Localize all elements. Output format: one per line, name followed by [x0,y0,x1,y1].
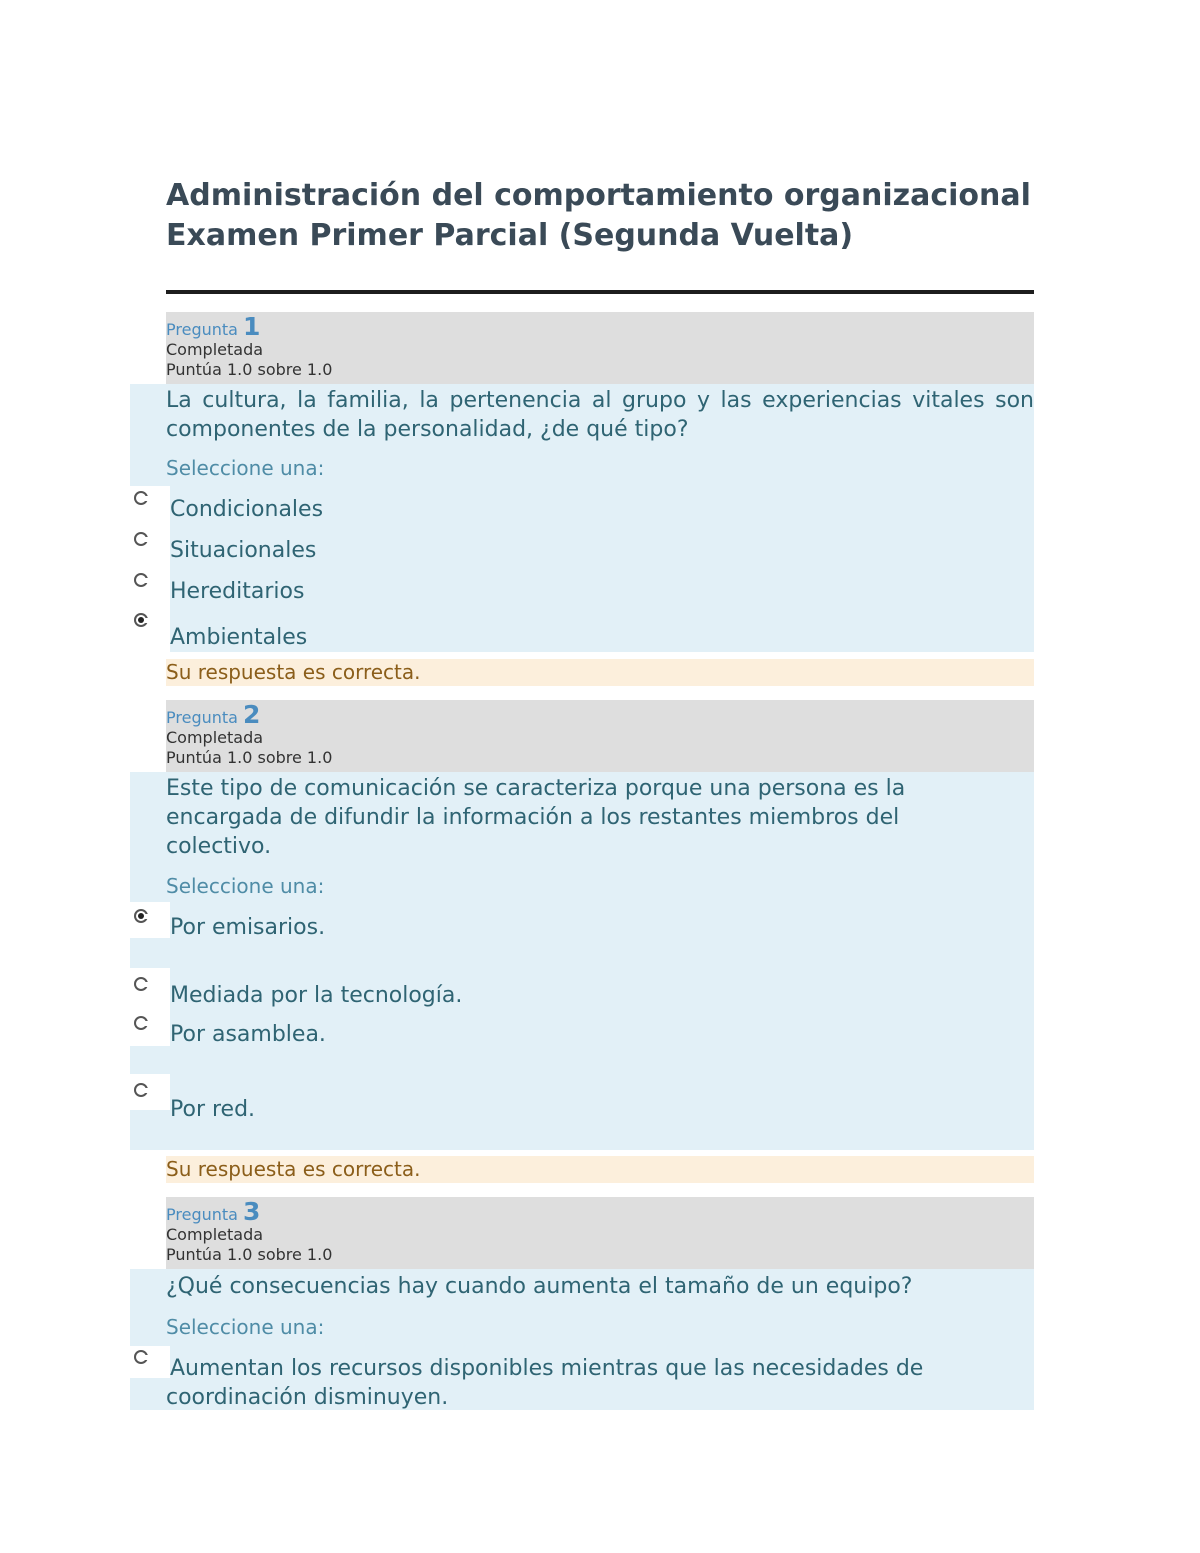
feedback-correct: Su respuesta es correcta. [166,659,1034,686]
question-grade: Puntúa 1.0 sobre 1.0 [166,360,333,379]
selected-dot [138,913,144,919]
radio-button-selected[interactable] [134,909,148,923]
select-prompt: Seleccione una: [166,1315,325,1339]
option-label[interactable]: Ambientales [170,625,308,650]
radio-button[interactable] [134,491,148,505]
question-number-value: 1 [243,312,261,341]
question-3-header [166,1197,1034,1269]
radio-button[interactable] [134,1016,148,1030]
question-label: Pregunta [166,1205,238,1224]
select-prompt: Seleccione una: [166,456,325,480]
radio-button[interactable] [134,1350,148,1364]
radio-column [130,486,170,652]
question-number-value: 3 [243,1197,261,1226]
question-text: Este tipo de comunicación se caracteriza porque una persona es la encargada de difundir la información a los restantes miembros del colectivo. [166,776,906,859]
radio-button[interactable] [134,573,148,587]
question-grade: Puntúa 1.0 sobre 1.0 [166,1245,333,1264]
question-state: Completada [166,1225,264,1244]
radio-button[interactable] [134,1083,148,1097]
question-label: Pregunta [166,320,238,339]
question-1-header [166,312,1034,384]
feedback-correct: Su respuesta es correcta. [166,1156,1034,1183]
radio-button[interactable] [134,977,148,991]
option-label[interactable]: Aumentan los recursos disponibles mientras que las necesidades de coordinación disminuyen. [166,1356,924,1410]
question-grade: Puntúa 1.0 sobre 1.0 [166,748,333,767]
question-state: Completada [166,340,264,359]
question-number [166,314,1034,340]
option-label[interactable]: Por asamblea. [170,1022,326,1047]
option-label[interactable]: Situacionales [170,538,317,563]
radio-button[interactable] [134,532,148,546]
question-text: ¿Qué consecuencias hay cuando aumenta el tamaño de un equipo? [166,1274,913,1299]
option-label[interactable]: Condicionales [170,497,324,522]
radio-button-selected[interactable] [134,613,148,627]
question-number-value: 2 [243,700,261,729]
title-divider [166,290,1034,294]
question-state: Completada [166,728,264,747]
question-text: La cultura, la familia, la pertenencia al grupo y las experiencias vitales son componentes de la personalidad, ¿de qué tipo? [166,388,1034,442]
option-label[interactable]: Por red. [170,1097,256,1122]
question-number [166,702,1034,728]
selected-dot [138,617,144,623]
option-label[interactable]: Mediada por la tecnología. [170,983,463,1008]
page-title: Administración del comportamiento organizacional Examen Primer Parcial (Segunda Vuelta) [166,178,1031,253]
question-label: Pregunta [166,708,238,727]
question-number [166,1199,1034,1225]
select-prompt: Seleccione una: [166,874,325,898]
option-label[interactable]: Por emisarios. [170,915,326,940]
question-2-header [166,700,1034,772]
option-label[interactable]: Hereditarios [170,579,305,604]
